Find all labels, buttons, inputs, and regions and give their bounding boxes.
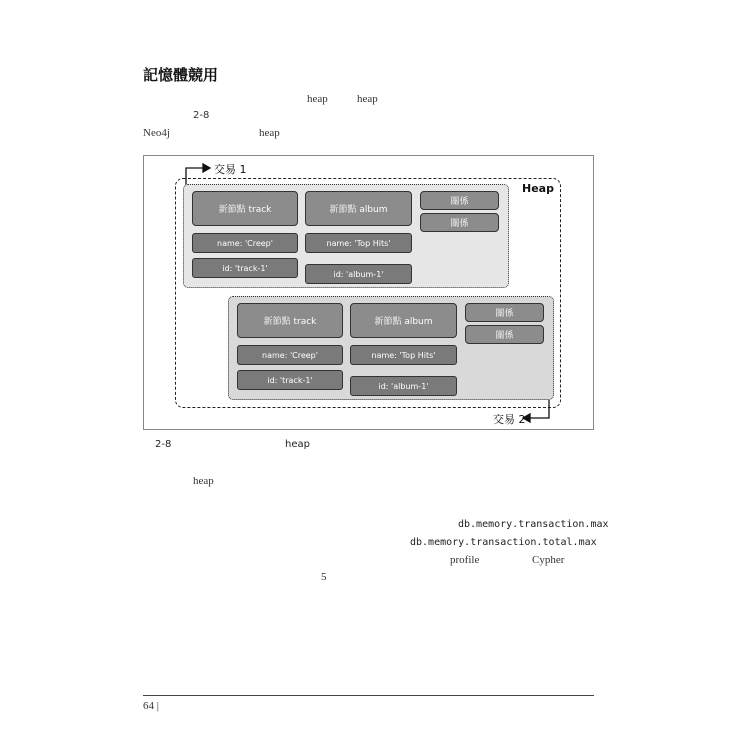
footer-rule [143, 695, 594, 696]
tx2-prop-track-id: id: 'track-1' [237, 370, 343, 390]
tx1-relationship-1: 關係 [420, 191, 499, 210]
figure-caption-heap: heap [285, 439, 310, 450]
tx2-prop-album-name: name: 'Top Hits' [350, 345, 457, 365]
tx1-prop-track-name: name: 'Creep' [192, 233, 298, 253]
tx2-relationship-1: 關係 [465, 303, 544, 322]
code-transaction-max: db.memory.transaction.max [458, 519, 609, 530]
tx2-group [228, 296, 554, 400]
heap-label: Heap [522, 182, 554, 195]
tx1-prop-album-id: id: 'album-1' [305, 264, 412, 284]
figure-caption-number: 2-8 [155, 439, 172, 450]
tx1-node-track: 新節點 track [192, 191, 298, 226]
tx1-label: 交易 1 [214, 163, 247, 176]
tx1-prop-album-name: name: 'Top Hits' [305, 233, 412, 253]
body-text-heap-4: heap [193, 475, 214, 487]
body-text-heap-3: heap [259, 127, 280, 139]
tx1-arrow [186, 164, 210, 186]
page-number: 64 | [143, 700, 159, 712]
tx2-node-album: 新節點 album [350, 303, 457, 338]
tx2-prop-track-name: name: 'Creep' [237, 345, 343, 365]
body-text-profile: profile [450, 554, 480, 566]
tx2-arrow [523, 400, 549, 422]
tx1-node-album: 新節點 album [305, 191, 412, 226]
body-text-neo4j: Neo4j [143, 127, 170, 139]
tx2-node-track: 新節點 track [237, 303, 343, 338]
tx1-group [183, 184, 509, 288]
code-transaction-total-max: db.memory.transaction.total.max [410, 537, 597, 548]
tx1-relationship-2: 關係 [420, 213, 499, 232]
section-title: 記憶體競用 [143, 66, 219, 84]
body-text-heap-1: heap [307, 93, 328, 105]
tx1-prop-track-id: id: 'track-1' [192, 258, 298, 278]
body-text-heap-2: heap [357, 93, 378, 105]
tx2-prop-album-id: id: 'album-1' [350, 376, 457, 396]
tx2-label: 交易 2 [493, 413, 526, 426]
body-text-figure-ref: 2-8 [193, 110, 210, 121]
tx2-relationship-2: 關係 [465, 325, 544, 344]
body-text-chapter-ref: 5 [321, 571, 327, 583]
body-text-cypher: Cypher [532, 554, 565, 566]
